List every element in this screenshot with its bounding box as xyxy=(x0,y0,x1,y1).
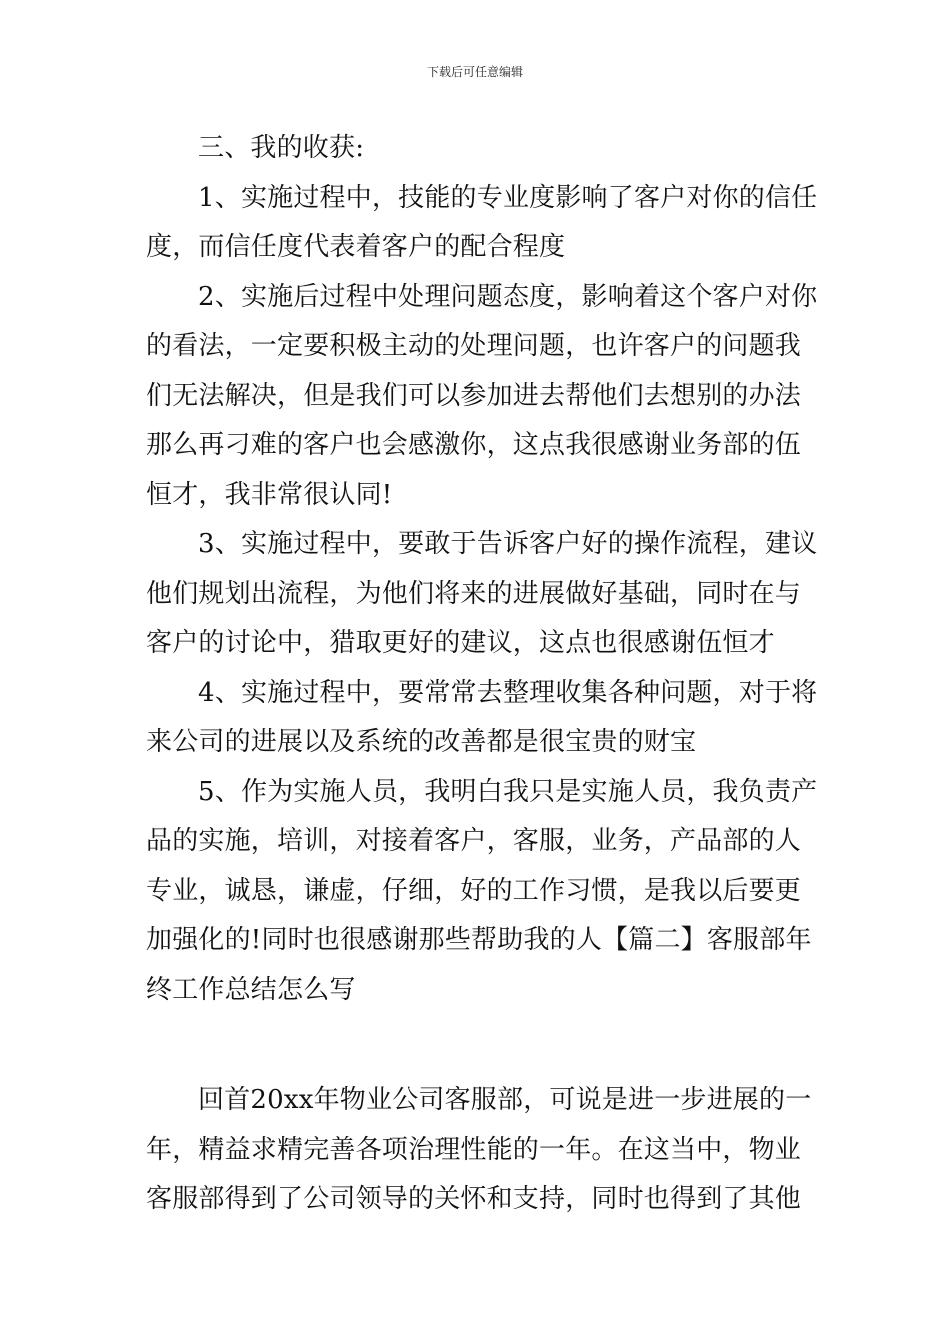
text-line: 们无法解决，但是我们可以参加进去帮他们去想别的办法 xyxy=(146,380,802,411)
text-line: 来公司的进展以及系统的改善都是很宝贵的财宝 xyxy=(146,727,697,757)
text-line: 1、实施过程中，技能的专业度影响了客户对你的信任 xyxy=(198,182,818,213)
text-line: 回首20xx年物业公司客服部，可说是进一步进展的一 xyxy=(198,1085,812,1115)
text-line: 4、实施过程中，要常常去整理收集各种问题，对于将 xyxy=(198,677,818,708)
text-line: 3、实施过程中，要敢于告诉客户好的操作流程，建议 xyxy=(198,529,818,559)
text-line: 年，精益求精完善各项治理性能的一年。在这当中，物业 xyxy=(146,1134,802,1165)
paragraph-2 xyxy=(146,1076,814,1225)
item-1 xyxy=(146,174,818,273)
text-line: 加强化的!同时也很感谢那些帮助我的人【篇二】客服部年 xyxy=(146,925,812,955)
text-line: 他们规划出流程，为他们将来的进展做好基础，同时在与 xyxy=(146,578,802,609)
text-line: 5、作为实施人员，我明白我只是实施人员，我负责产 xyxy=(198,776,818,807)
page-header: 下载后可任意编辑 xyxy=(426,65,523,79)
text-line: 2、实施后过程中处理问题态度，影响着这个客户对你 xyxy=(198,281,818,312)
text-line: 客户的讨论中，猎取更好的建议，这点也很感谢伍恒才 xyxy=(146,628,775,658)
section-title: 三、我的收获: xyxy=(198,133,365,163)
item-5 xyxy=(146,768,818,1016)
text-line: 品的实施，培训，对接着客户，客服，业务，产品部的人 xyxy=(146,826,802,856)
item-3 xyxy=(146,520,818,669)
paragraph-gap xyxy=(146,1015,814,1076)
text-line: 的看法，一定要积极主动的处理问题，也许客户的问题我 xyxy=(146,331,802,361)
item-4 xyxy=(146,669,818,768)
text-line: 那么再刁难的客户也会感激你，这点我很感谢业务部的伍 xyxy=(146,430,802,460)
text-line: 专业，诚恳，谦虚，仔细，好的工作习惯，是我以后要更 xyxy=(146,875,802,906)
document-body xyxy=(146,124,818,1225)
text-line: 度，而信任度代表着客户的配合程度 xyxy=(146,232,566,262)
text-line: 恒才，我非常很认同! xyxy=(146,479,393,510)
text-line: 客服部得到了公司领导的关怀和支持，同时也得到了其他 xyxy=(146,1184,802,1214)
text-line: 终工作总结怎么写 xyxy=(146,974,356,1005)
item-2 xyxy=(146,273,818,521)
